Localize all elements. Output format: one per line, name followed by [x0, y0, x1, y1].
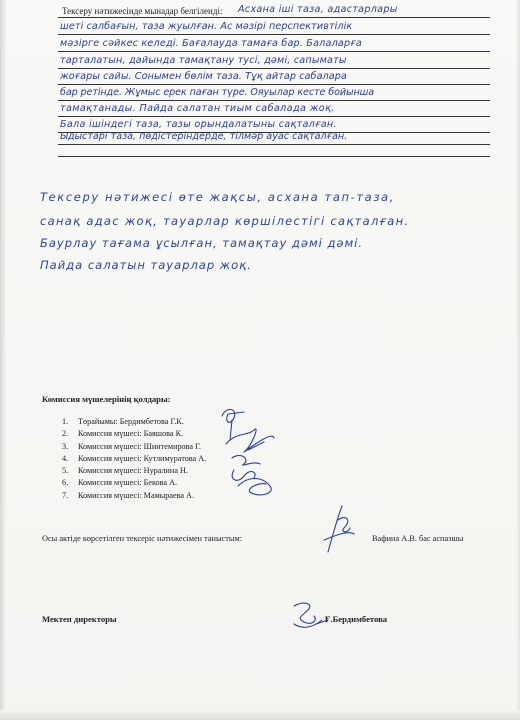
commission-title: Комиссия мүшелерінің қолдары: [42, 394, 171, 404]
findings-line: бар ретінде. Жұмыс ерек паған түре. Ояуылар кесте бойынша [60, 87, 375, 98]
conclusion-line: Пайда салатын тауарлар жоқ. [40, 258, 252, 272]
director-title: Мектеп директоры [42, 614, 117, 624]
conclusion-line: санақ адас жоқ, тауарлар көршілестігі сақталған. [40, 214, 410, 228]
writing-line [58, 51, 490, 52]
findings-line: Бала ішіндегі таза, тазы орындалатыны сақталған. [60, 119, 337, 130]
writing-line [58, 34, 490, 35]
acknowledgement-name: Вафина А.В. бас аспазшы [372, 534, 464, 543]
acknowledgement-signature [318, 500, 362, 560]
paper-edge-left [0, 0, 6, 720]
conclusion-line: Баурлау тағама ұсылған, тамақтау дәмі дәмі. [40, 236, 364, 250]
commission-member: 6. Комиссия мүшесі: Бекова А. [62, 478, 178, 488]
commission-member: 4. Комиссия мүшесі: Кутлимуратова А. [62, 453, 207, 463]
writing-line [58, 100, 490, 101]
writing-line [58, 144, 490, 145]
commission-member: 5. Комиссия мүшесі: Нуралина Н. [62, 466, 188, 476]
paper-edge-right [516, 0, 520, 720]
commission-member: 1. Төрайымы: Бердимбетова Г.К. [62, 417, 184, 426]
findings-line: тарталатын, дайында тамақтану тусі, дәмі, сапыматы [60, 55, 347, 66]
writing-line [58, 116, 490, 117]
writing-line [58, 84, 490, 85]
director-name: Ғ.Бердимбетова [325, 614, 388, 624]
findings-line: шеті салбағын, таза жуылған. Ас мәзірі перспективтілік [60, 21, 353, 32]
commission-member: 3. Комиссия мүшесі: Шинтемирова Г. [62, 441, 201, 451]
commission-signatures [214, 402, 294, 502]
writing-line [58, 68, 490, 69]
commission-member: 7. Комиссия мүшесі: Мамыраева А. [62, 490, 195, 500]
paper-edge-bottom [0, 710, 520, 720]
findings-line: Ыдыстарі таза, пөдістеріндерде, тілмәр ауас сақталған. [60, 131, 348, 142]
commission-member: 2. Комиссия мүшесі: Баяшова К. [62, 429, 184, 439]
writing-line [58, 17, 490, 18]
conclusion-line: Тексеру нәтижесі өте жақсы, асхана тап-таза, [40, 190, 395, 204]
acknowledgement-text: Осы актіде көрсетілген тексеріс нәтижесімен таныстым: [42, 534, 243, 543]
commission-member-list [62, 416, 206, 502]
writing-line [58, 156, 490, 157]
findings-line: Асхана іші таза, адастарлары [238, 4, 398, 15]
findings-intro-label: Тексеру нәтижесінде мынадар белгіленді: [62, 6, 223, 16]
findings-line: мәзірге сәйкес келеді. Бағалауда тамаға бар. Балаларға [60, 38, 362, 49]
findings-line: жоғары сайы. Сонымен бөлім таза. Тұқ айтар сабалара [60, 71, 347, 82]
findings-line: тамақтанады. Пайда салатан тиым сабалада жоқ. [60, 103, 335, 114]
